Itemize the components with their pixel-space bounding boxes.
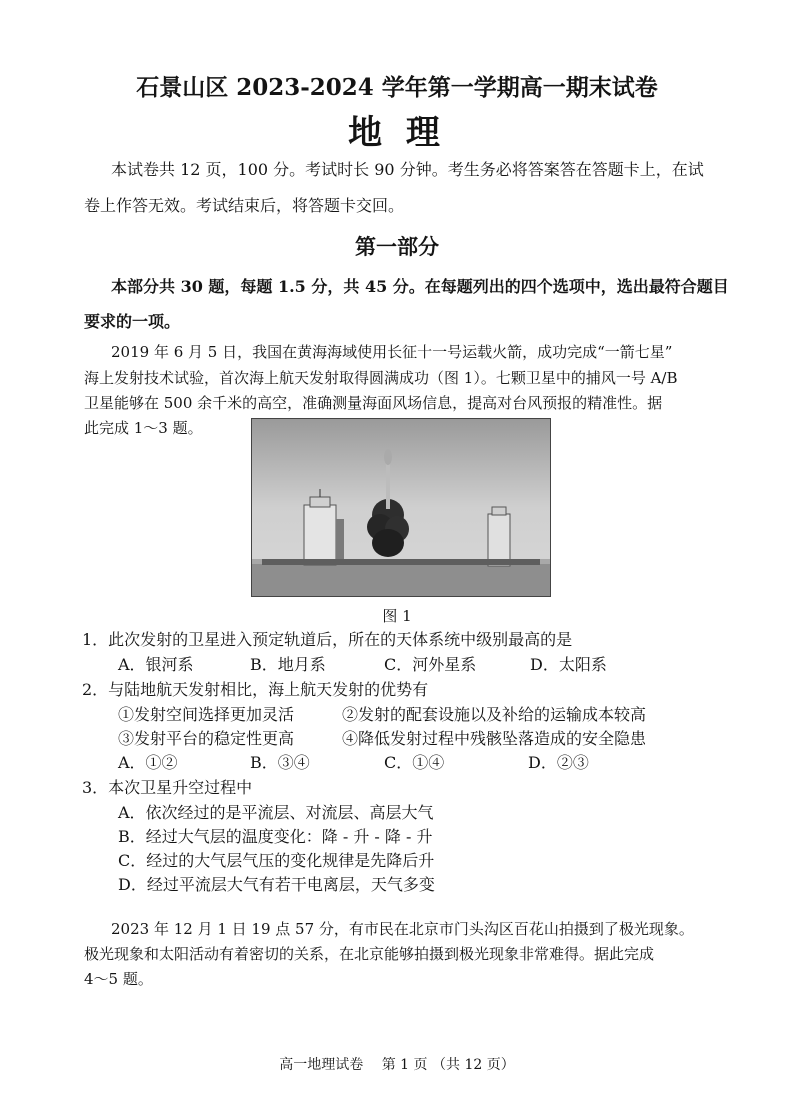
q2-option-d: D．②③: [528, 753, 589, 772]
passage1-line-4: 此完成 1～3 题。: [84, 419, 203, 437]
q2-statement-4: ④降低发射过程中残骸坠落造成的安全隐患: [342, 729, 647, 748]
passage1-line-1: 2019 年 6 月 5 日，我国在黄海海域使用长征十一号运载火箭，成功完成“一箭七星”: [111, 343, 673, 361]
part-intro-line-2: 要求的一项。: [84, 312, 181, 331]
exam-title: 石景山区 2023-2024 学年第一学期高一期末试卷: [136, 74, 658, 101]
q1-option-b: B．地月系: [250, 655, 326, 674]
q3-stem: 3．本次卫星升空过程中: [82, 778, 253, 797]
part-intro-line-1: 本部分共 30 题，每题 1.5 分，共 45 分。在每题列出的四个选项中，选出最符合题目: [111, 277, 729, 296]
passage2-line-3: 4～5 题。: [84, 970, 153, 988]
q2-stem: 2．与陆地航天发射相比，海上航天发射的优势有: [82, 680, 429, 699]
instructions-line-2: 卷上作答无效。考试结束后，将答题卡交回。: [84, 196, 405, 215]
q3-option-a: A．依次经过的是平流层、对流层、高层大气: [118, 803, 434, 822]
passage1-line-2: 海上发射技术试验，首次海上航天发射取得圆满成功（图 1）。七颗卫星中的捕风一号 A/B: [84, 369, 678, 387]
q1-option-c: C．河外星系: [384, 655, 477, 674]
q2-option-a: A．①②: [118, 753, 178, 772]
q1-stem: 1．此次发射的卫星进入预定轨道后，所在的天体系统中级别最高的是: [82, 630, 573, 649]
q2-option-b: B．③④: [250, 753, 310, 772]
passage2-line-2: 极光现象和太阳活动有着密切的关系，在北京能够拍摄到极光现象非常难得。据此完成: [84, 945, 655, 963]
q2-option-c: C．①④: [384, 753, 445, 772]
figure-caption: 图 1: [382, 607, 412, 625]
page-footer: 高一地理试卷 第 1 页 （共 12 页）: [279, 1057, 515, 1073]
section-heading: 第一部分: [355, 234, 439, 259]
q2-statement-3: ③发射平台的稳定性更高: [118, 729, 295, 748]
q2-statement-1: ①发射空间选择更加灵活: [118, 705, 295, 724]
instructions-line-1: 本试卷共 12 页，100 分。考试时长 90 分钟。考生务必将答案答在答题卡上，在试: [111, 160, 704, 179]
rocket-launch-photo: [251, 418, 551, 597]
q3-option-c: C．经过的大气层气压的变化规律是先降后升: [118, 851, 435, 870]
passage1-line-3: 卫星能够在 500 余千米的高空，准确测量海面风场信息，提高对台风预报的精准性。据: [84, 394, 663, 412]
q1-option-d: D．太阳系: [530, 655, 607, 674]
q3-option-d: D．经过平流层大气有若干电离层，天气多变: [118, 875, 435, 894]
passage2-line-1: 2023 年 12 月 1 日 19 点 57 分，有市民在北京市门头沟区百花山拍摄到了极光现象。: [111, 920, 694, 938]
q2-statement-2: ②发射的配套设施以及补给的运输成本较高: [342, 705, 647, 724]
q3-option-b: B．经过大气层的温度变化：降 - 升 - 降 - 升: [118, 827, 433, 846]
subject-title: 地 理: [348, 113, 446, 153]
q1-option-a: A．银河系: [118, 655, 194, 674]
